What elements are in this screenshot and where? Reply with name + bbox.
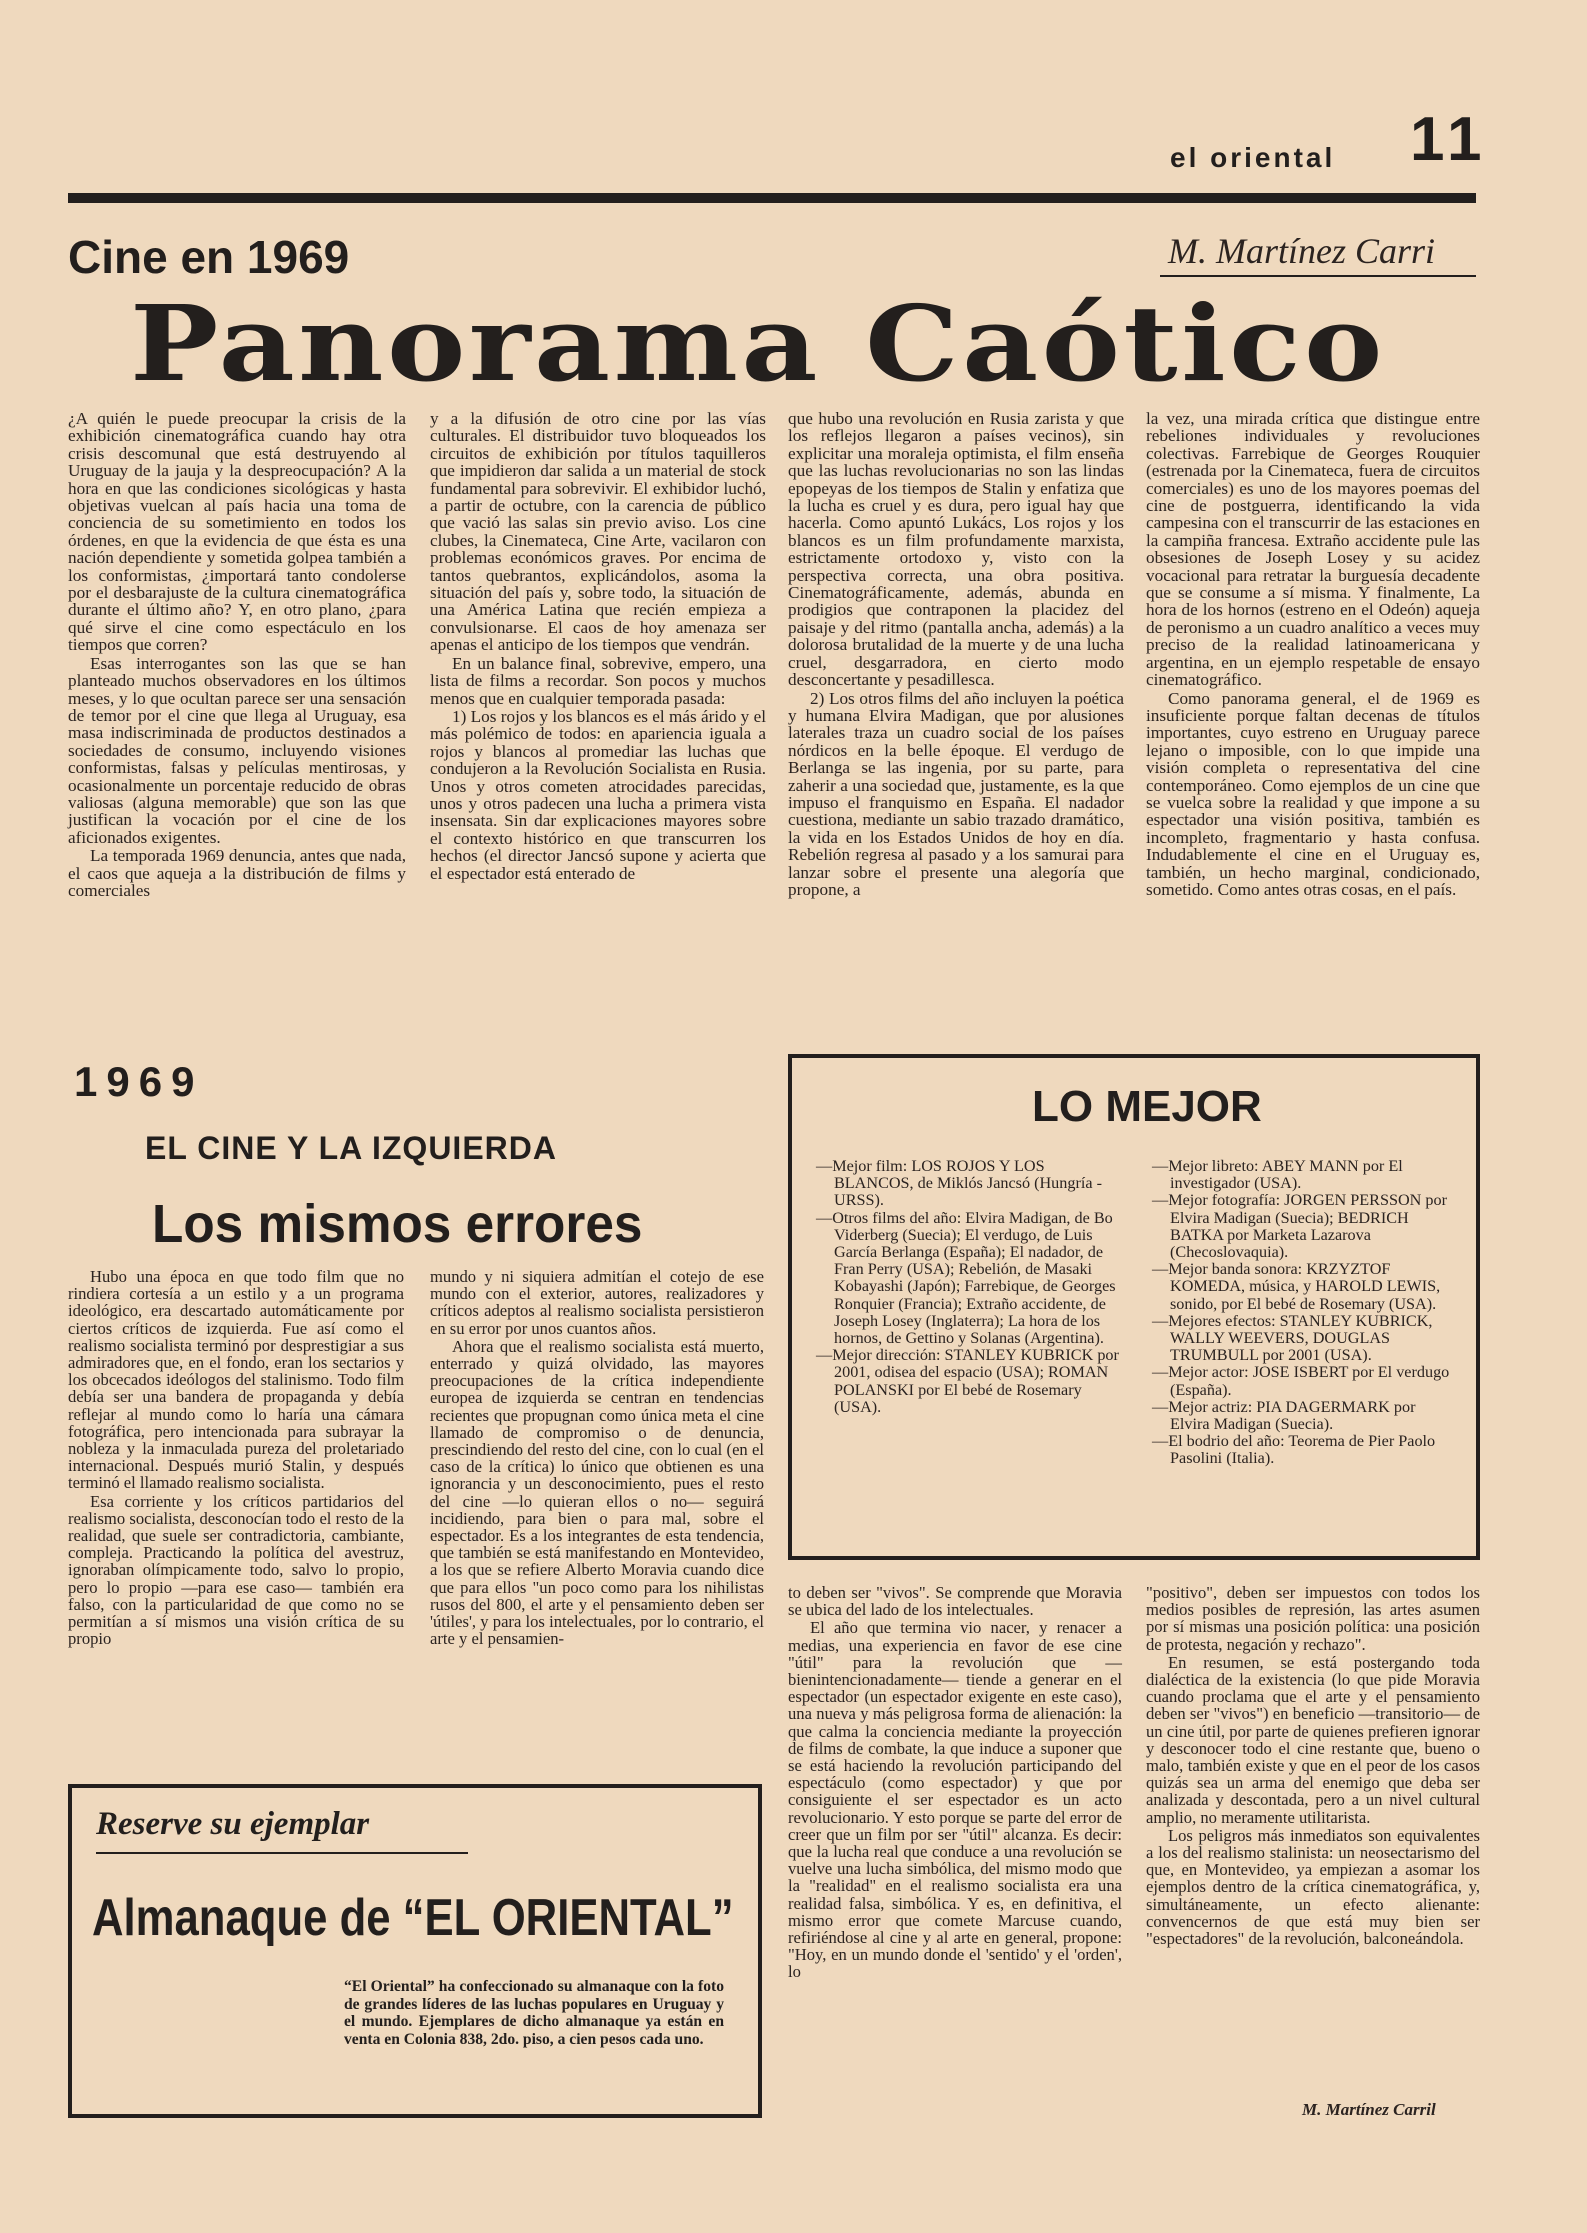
best-list-item: —Mejores efectos: STANLEY KUBRICK, WALLY WEEVERS, DOUGLAS TRUMBULL por 2001 (USA). <box>1152 1311 1433 1365</box>
paragraph: 1) Los rojos y los blancos es el más árido y el más polémico de todos: en apariencia iguala a rojos y blancos al promediar las luchas que condujeron a la Revolución Socialista en Rusia. Unos y otros cometen atrocidades parecidas, unos y otros padecen una lucha a primera vista insensata. Sin dar explicaciones mayores sobre el contexto histórico en que transcurren los hechos (el director Jancsó supone y acierta que el espectador está enterado de <box>430 706 766 883</box>
paragraph: "positivo", deben ser impuestos con todos los medios posibles de represión, las artes asumen por sí mismas una posición política: una posición de protesta, negación y rechazo". <box>1146 1583 1480 1654</box>
paragraph: mundo y ni siquiera admitían el cotejo de ese mundo con el exterior, autores, realizadores y críticos adeptos al realismo socialista persistieron en su error por unos cuantos años. <box>430 1267 764 1338</box>
ad-tagline: Reserve su ejemplar <box>96 1806 370 1842</box>
byline-rule <box>1160 275 1476 277</box>
masthead-rule <box>68 193 1476 203</box>
best-list-item: —Mejor film: LOS ROJOS Y LOS BLANCOS, de Miklós Jancsó (Hungría - URSS). <box>816 1157 1102 1210</box>
top-article-column-4 <box>1146 410 1480 898</box>
paragraph: En un balance final, sobrevive, empero, una lista de films a recordar. Son pocos y muchos menos que en cualquier temporada pasada: <box>430 653 766 708</box>
ad-tagline-rule <box>96 1852 468 1854</box>
paragraph: que hubo una revolución en Rusia zarista y que los reflejos llegaron a países vecinos), sin explicitar una moraleja optimista, el film enseña que las luchas revolucionarias no son las lindas epopeyas de los tiempos de Stalin y enfatiza que la lucha es cruel y es dura, pero igual hay que hacerla. Como apuntó Lukács, Los rojos y los blancos es un film profundamente marxista, estrictamente ortodoxo y, visto con la perspectiva correcta, una obra positiva. Cinematográficamente, además, abunda en prodigios que contraponen la placidez del paisaje y del ritmo (pantalla ancha, además) a la dolorosa brutalidad de la muerte y de una lucha cruel, desgarradora, en cierto modo desconcertante y pesadillesca. <box>788 409 1124 690</box>
best-list-item: —Mejor libreto: ABEY MANN por El investigador (USA). <box>1152 1157 1403 1193</box>
best-of-year-box <box>788 1054 1480 1560</box>
paragraph: 2) Los otros films del año incluyen la poética y humana Elvira Madigan, que por alusiones laterales traza un cuadro social de los países nórdicos en la belle époque. El verdugo de Berlanga se las ingenia, por su parte, para zaherir a una sociedad que, justamente, es la que impuso el franquismo en España. El nadador cuestiona, mediante un sabio trazado dramático, la vida en los Estados Unidos de hoy en día. Rebelión regresa al pasado y a los samurai para lanzar sobre el presente una alegoría que propone, a <box>788 688 1124 899</box>
paragraph: Los peligros más inmediatos son equivalentes a los del realismo stalinista: un neosectarismo del que, en Montevideo, ya empiezan a asomar los ejemplos dentro de la crítica cinematográfica, y, simultáneamente, un efecto alienante: convencernos de que está muy bien ser "espectadores" de la revolución, balconeándola. <box>1146 1825 1480 1949</box>
paragraph: Esas interrogantes son las que se han planteado muchos observadores en los últimos meses, y lo que ocultan parece ser una sensación de temor por el cine que llega al Uruguay, esa masa indiscriminada de productos destinados a sociedades de consumo, incluyendo visiones conformistas, falsas y películas mentirosas, y ocasionalmente un porcentaje reducido de obras valiosas (alguna memorable) que son las que justifican la vocación por el cine de los aficionados exigentes. <box>68 653 406 847</box>
best-list-item: —Mejor actor: JOSE ISBERT por El verdugo (España). <box>1152 1363 1450 1399</box>
best-box-title: LO MEJOR <box>1032 1082 1262 1131</box>
headline-main: Panorama Caótico <box>130 282 1386 405</box>
second-article-column-4 <box>1146 1584 1480 1947</box>
second-article-column-1 <box>68 1268 404 1647</box>
paragraph: Como panorama general, el de 1969 es insuficiente porque faltan decenas de títulos importantes, cuyo estreno en Uruguay parece lejano o imposible, con lo que impide una visión completa o representativa del cine contemporáneo. Como ejemplos de un cine que se vuelca sobre la realidad y que impone a su espectador una visión positiva, también es incompleto, fragmentario y hasta confusa. Indudablemente el cine en el Uruguay es, también, un hecho marginal, condicionado, sometido. Como antes otras cosas, en el país. <box>1146 688 1480 899</box>
paragraph: Ahora que el realismo socialista está muerto, enterrado y quizá olvidado, las mayores preocupaciones de la crítica independiente europea de izquierda se centran en tendencias recientes que propugnan como única meta el cine llamado de compromiso o de denuncia, prescindiendo del resto del cine, con lo cual (en el caso de la crítica) lo único que obtienen es una ignorancia y un desconocimiento, pues el resto del cine —lo quieran ellos o no— seguirá incidiendo, para bien o para mal, sobre el espectador. Es a los integrantes de esta tendencia, que también se está manifestando en Montevideo, a los que se refiere Alberto Moravia cuando dice que para ellos "un poco como para los nihilistas rusos del 800, el arte y el pensamiento deben ser 'útiles', y para los intelectuales, por lo contrario, el arte y el pensamien- <box>430 1336 764 1649</box>
paragraph: ¿A quién le puede preocupar la crisis de la exhibición cinematográfica cuando hay otra crisis descomunal que está destruyendo al Uruguay de la jauja y la despreocupación? A la hora en que las condiciones sicológicas y hasta objetivas vuelcan al país hacia una toma de conciencia de su sometimiento en todos los órdenes, en que la evidencia de que ésta es una nación dependiente y sometida golpea también a los conformistas, ¿importará tanto condolerse por el desbarajuste de la cultura cinematográfica durante el último año? Y, en otro plano, ¿para qué sirve el cine como espectáculo en los tiempos que corren? <box>68 409 406 655</box>
paragraph: En resumen, se está postergando toda dialéctica de la existencia (lo que pide Moravia cuando proclama que el arte y el pensamiento deben ser "vivos") en beneficio —transitorio— de un cine útil, por parte de quienes prefieren ignorar y desconocer todo el cine restante que, bueno o malo, también existe y que en el peor de los casos quizás sea un arma del enemigo que deba ser analizada y descontada, pero a un nivel cultural amplio, no meramente utilitarista. <box>1146 1652 1480 1827</box>
paragraph: La temporada 1969 denuncia, antes que nada, el caos que aqueja a la distribución de films y comerciales <box>68 846 406 900</box>
best-list-left <box>816 1158 1128 1416</box>
second-article-column-3 <box>788 1584 1122 1981</box>
best-list-item: —Mejor fotografía: JORGEN PERSSON por Elvira Madigan (Suecia); BEDRICH BATKA por Marketa Lazarova (Checoslovaquia). <box>1152 1191 1447 1262</box>
best-list-item: —Mejor banda sonora: KRZYZTOF KOMEDA, música, y HAROLD LEWIS, sonido, por El bebé de Rosemary (USA). <box>1152 1260 1441 1313</box>
paragraph: la vez, una mirada crítica que distingue entre rebeliones individuales y revoluciones colectivas. Farrebique de Georges Rouquier (estrenada por la Cinemateca, fuera de circuitos comerciales) es uno de los mayores poemas del cine de postguerra, identificando la vida campesina con el transcurrir de las estaciones en la campiña francesa. Extraño accidente pule las obsesiones de Joseph Losey y su acidez vocacional para retratar la burguesía decadente que se consume a sí misma. Y finalmente, La hora de los hornos (estreno en el Odeón) aqueja de peronismo a un cuadro analítico a veces muy preciso de la realidad latinoamericana y argentina, en un ejemplo respetable de ensayo cinematográfico. <box>1146 409 1480 690</box>
section-year: 1969 <box>74 1058 204 1105</box>
second-article-column-2 <box>430 1268 764 1647</box>
paragraph: Esa corriente y los críticos partidarios del realismo socialista, desconocían todo el resto de la realidad, que suele ser contradictoria, cambiante, compleja. Practicando la política del avestruz, ignoraban olímpicamente todo, salvo lo propio, pero lo propio —para ese caso— también era falso, con la particularidad de que como no se permitían a sí mismos una visión crítica de su propio <box>68 1491 404 1649</box>
top-article-column-2 <box>430 410 766 882</box>
ad-body: “El Oriental” ha confeccionado su almanaque con la foto de grandes líderes de las luchas populares en Uruguay y el mundo. Ejemplares de dicho almanaque ya están en venta en Colonia 838, 2do. piso, a cien pesos cada uno. <box>344 1978 724 2048</box>
article-signature: M. Martínez Carril <box>1302 2100 1436 2119</box>
article-kicker: Cine en 1969 <box>68 231 350 283</box>
best-list-item: —El bodrio del año: Teorema de Pier Paolo Pasolini (Italia). <box>1152 1432 1436 1468</box>
paragraph: y a la difusión de otro cine por las vías culturales. El distribuidor tuvo bloqueados los circuitos de exhibición por títulos taquilleros que impidieron dar salida a un material de stock fundamental para sobrevivir. El exhibidor luchó, a partir de octubre, con la carencia de público que vació las salas sin previo aviso. Los cine clubes, la Cinemateca, Cine Arte, vacilaron con problemas económicos graves. Por encima de tantos quebrantos, explicándolos, asoma la situación del país y, sobre todo, la situación de una América Latina que recién empieza a convulsionarse. El caos de hoy amenaza ser apenas el anticipo de los tiempos que vendrán. <box>430 409 766 655</box>
ad-title: Almanaque de “EL ORIENTAL” <box>92 1889 734 1947</box>
best-list-item: —Mejor actriz: PIA DAGERMARK por Elvira Madigan (Suecia). <box>1152 1397 1416 1434</box>
best-list-right <box>1152 1158 1456 1468</box>
article-byline: M. Martínez Carri <box>1168 231 1436 271</box>
page-number: 11 <box>1410 105 1488 174</box>
almanac-ad-box <box>68 1784 762 2118</box>
section-headline: Los mismos errores <box>152 1194 643 1254</box>
best-list-item: —Mejor dirección: STANLEY KUBRICK por 2001, odisea del espacio (USA); ROMAN POLANSKI por El bebé de Rosemary (USA). <box>816 1346 1119 1416</box>
section-kicker: EL CINE Y LA IZQUIERDA <box>145 1130 557 1166</box>
top-article-column-3 <box>788 410 1124 898</box>
paragraph: El año que termina vio nacer, y renacer a medias, una experiencia en favor de ese cine "útil" para la revolución que —bienintencionadamente— tiende a generar en el espectador (un espectador exigente en este caso), una nueva y más peligrosa forma de alienación: la que calma la conciencia mediante la proyección de films de combate, la que induce a suponer que se está haciendo la revolución participando del espectáculo (como espectador) y que por consiguiente el ser espectador es un acto revolucionario. Y esto porque se parte del error de creer que un film por ser "útil" alcanza. Es decir: que la lucha real que conduce a una revolución se vuelve una lucha simbólica, del mismo modo que la "realidad" en el realismo socialista era una realidad falsa, simbólica. Y es, en definitiva, el mismo error que comete Marcuse cuando, refiriéndose al cine y al arte en general, propone: "Hoy, en un mundo donde el 'sentido' y el 'orden', lo <box>788 1618 1122 1982</box>
best-list-item: —Otros films del año: Elvira Madigan, de Bo Viderberg (Suecia); El verdugo, de Luis García Berlanga (España); El nadador, de Fran Perry (USA); Rebelión, de Masaki Kobayashi (Japón); Farrebique, de Georges Ronquier (Francia); Extraño accidente, de Joseph Losey (Inglaterra); La hora de los hornos, de Gettino y Solanas (Argentina). <box>816 1208 1116 1348</box>
top-article-column-1 <box>68 410 406 899</box>
paragraph: Hubo una época en que todo film que no rindiera cortesía a un estilo y a un programa ideológico, era descartado automáticamente por ciertos críticos de izquierda. Fue así como el realismo socialista terminó por desprestigiar a sus admiradores que, en el fondo, eran los sectarios y los obcecados ideólogos del stalinismo. Todo film debía ser una bandera de propaganda y debía reflejar al mundo como lo haría una cámara fotográfica, pero intencionada para subrayar la nobleza y la inmaculada pureza del proletariado internacional. Después murió Stalin, y después terminó el llamado realismo socialista. <box>68 1267 404 1493</box>
paragraph: to deben ser "vivos". Se comprende que Moravia se ubica del lado de los intelectuales. <box>788 1583 1122 1620</box>
masthead-paper-name: el oriental <box>1170 142 1336 173</box>
